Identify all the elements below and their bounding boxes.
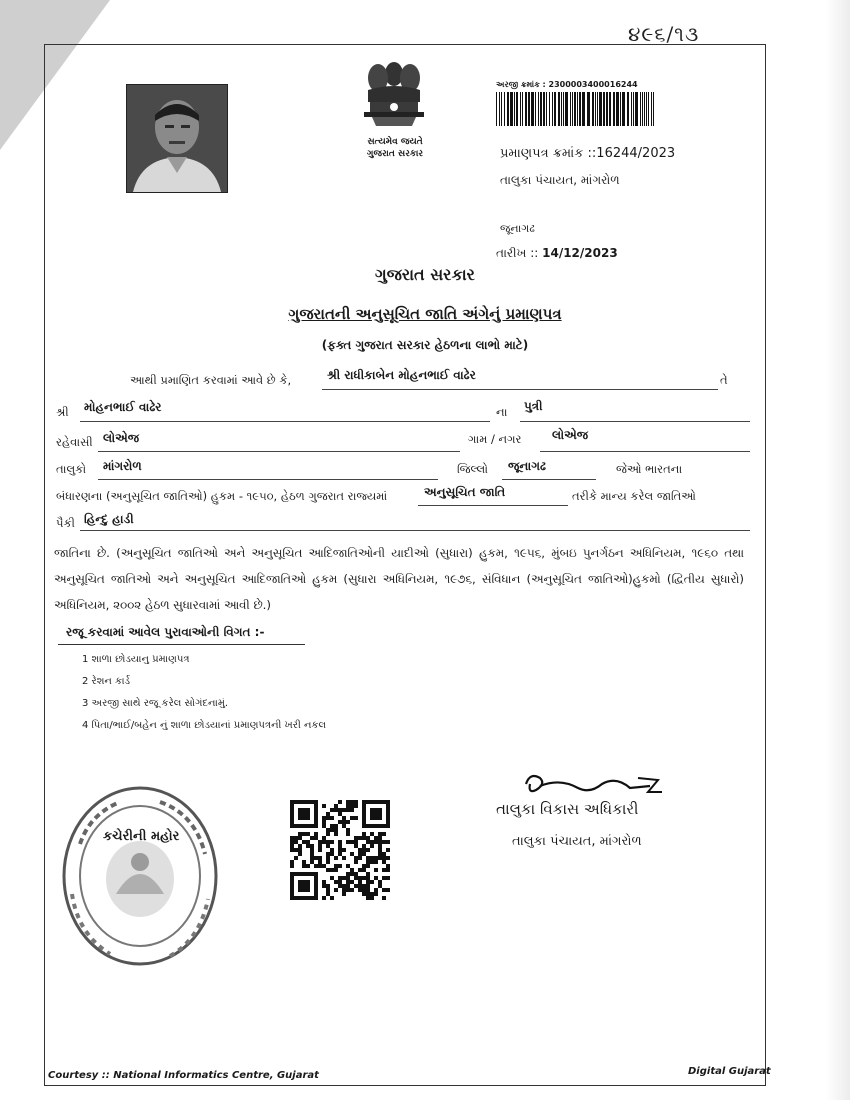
date-label: તારીખ :: <box>496 246 539 260</box>
caste-value: હિન્દુ હાડી <box>84 512 134 526</box>
village-label: ગામ / નગર <box>468 432 522 446</box>
issuing-office: તાલુકા પંચાયત, માંગરોળ <box>500 173 620 187</box>
documents-heading: રજૂ કરવામાં આવેલ પુરાવાઓની વિગત :- <box>66 625 265 639</box>
application-number: અરજી ક્રમાંક : 2300003400016244 <box>496 80 638 89</box>
father-underline <box>80 421 490 422</box>
category-underline <box>418 505 568 506</box>
documents-list <box>82 654 326 742</box>
certificate-number: પ્રમાણપત્ર ક્રમાંક ::16244/2023 <box>500 146 676 161</box>
emblem-org: ગુજરાત સરકાર <box>366 149 424 159</box>
village-value: લોએજ <box>552 428 589 442</box>
district-value: જૂનાગઢ <box>508 459 546 473</box>
seal-label: કચેરીની મહોર <box>103 829 180 844</box>
district-label: જિલ્લો <box>457 462 489 476</box>
barcode <box>496 92 658 126</box>
name-underline <box>322 389 718 390</box>
officer-title: તાલુકા વિકાસ અધિકારી <box>496 800 639 818</box>
resident-underline <box>98 451 460 452</box>
taluka-label: તાલુકો <box>56 462 87 476</box>
constitution-label: બંધારણના (અનુસૂચિત જાતિઓ) હુકમ - ૧૯૫૦, હેઠળ ગુજરાત રાજ્યમાં <box>56 489 388 503</box>
father-name: મોહનભાઈ વાઢેર <box>84 400 162 414</box>
government-heading: ગુજરાત સરકાર <box>375 265 475 284</box>
father-prefix: શ્રી <box>56 405 69 419</box>
village-underline <box>540 451 750 452</box>
person-silhouette-icon <box>127 85 227 192</box>
officer-office: તાલુકા પંચાયત, માંગરોળ <box>512 834 642 849</box>
office-seal-stamp <box>60 784 220 968</box>
list-item: 4 પિતા/ભાઈ/બહેન નું શાળા છોડયાનાં પ્રમાણપત્રની ખરી નકલ <box>82 720 327 731</box>
category-value: અનુસૂચિત જાતિ <box>424 485 506 499</box>
district-underline <box>502 479 596 480</box>
relation-underline <box>520 421 750 422</box>
relation-label: ના <box>496 405 508 419</box>
taluka-underline <box>98 479 438 480</box>
certificate-title-text: ગુજરાતની અનુસૂચિત જાતિ અંગેનું પ્રમાણપત્ર <box>288 305 562 323</box>
date-value: 14/12/2023 <box>542 246 618 260</box>
qr-code <box>290 800 390 900</box>
legal-paragraph: જાતિના છે. (અનુસૂચિત જાતિઓ અને અનુસૂચિત આદિજાતિઓની યાદીઓ (સુધારા) હુકમ, ૧૯૫૬, મુંબઇ પુનર્ગઠન અધિનિયમ, ૧૯૬૦ તથા અનુસૂચિત જાતિઓ અને અનુસૂચિત આદિજાતિઓ હુકમ (સુધારા અધિનિયમ, ૧૯૭૬, સંવિધાન (અનુસૂચિત જાતિઓ)હુકમો (દ્વિતીય સુધારો) અધિનિયમ, ૨૦૦૨ હેઠળ સુધારવામાં આવી છે.) <box>54 546 744 612</box>
footer-brand: Digital Gujarat <box>688 1066 771 1077</box>
caste-underline <box>80 530 750 531</box>
name-suffix: તે <box>720 373 728 387</box>
issue-date <box>496 246 618 261</box>
taluka-value: માંગરોળ <box>103 459 142 473</box>
applicant-name: શ્રી રાધીકાબેન મોહનભાઈ વાઢેર <box>327 368 476 382</box>
emblem-motto: સત્યમેવ જયતે <box>367 137 423 147</box>
state-emblem-icon <box>354 56 434 140</box>
issuing-district: જૂનાગઢ <box>500 222 535 235</box>
resident-value: લોએજ <box>103 431 140 445</box>
india-label: જેઓ ભારતના <box>616 462 683 476</box>
scan-edge-shadow <box>826 0 850 1100</box>
list-item: 2 રેશન કાર્ડ <box>82 676 131 687</box>
footer-courtesy: Courtesy :: National Informatics Centre, Gujarat <box>48 1070 319 1081</box>
list-item: 1 શાળા છોડયાનુ પ્રમાણપત્ર <box>82 654 190 665</box>
applicant-photo <box>126 84 228 193</box>
certificate-subtitle: (ફક્ત ગુજરાત સરકાર હેઠળના લાભો માટે) <box>321 338 529 352</box>
documents-heading-underline <box>58 644 305 645</box>
list-item: 3 અરજી સાથે રજૂ કરેલ સોગંદનામું. <box>82 698 229 709</box>
resident-label: રહેવાસી <box>56 435 93 449</box>
officer-signature <box>520 770 665 800</box>
relation-value: પુત્રી <box>524 399 543 413</box>
caste-prefix: પૈકી <box>56 516 75 530</box>
handwritten-note: ૪૯૬/૧૩ <box>628 22 700 46</box>
certificate-title <box>0 305 850 323</box>
intro-label: આથી પ્રમાણિત કરવામાં આવે છે કે, <box>130 373 292 387</box>
recognized-label: તરીકે માન્ય કરેલ જાતિઓ <box>572 489 696 503</box>
